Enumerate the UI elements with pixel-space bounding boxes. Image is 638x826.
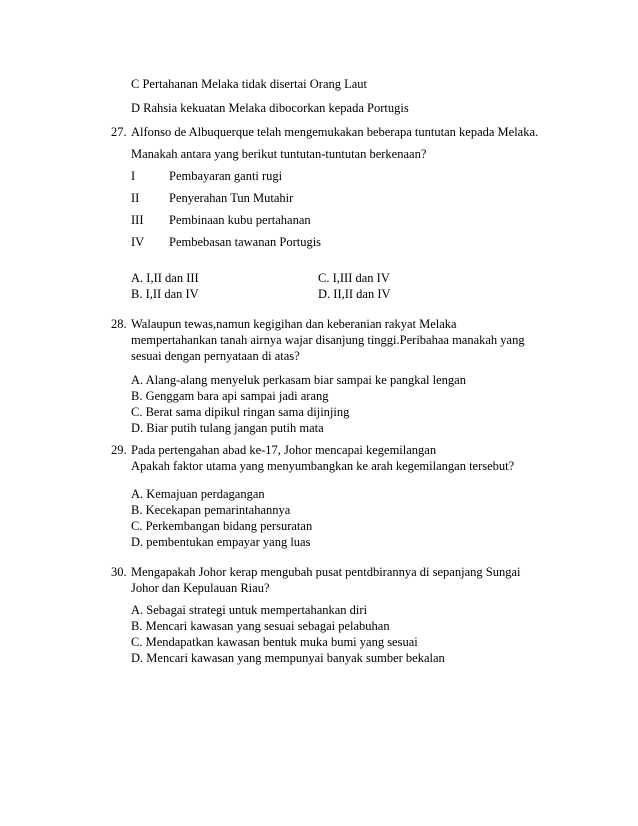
question-30-stem-line1: Mengapakah Johor kerap mengubah pusat pentdbirannya di sepanjang Sungai xyxy=(131,565,521,579)
question-27-item-roman: I xyxy=(131,169,136,183)
question-30-stem-line2: Johor dan Kepulauan Riau? xyxy=(131,581,270,595)
question-27-item-roman: IV xyxy=(131,235,145,249)
question-29-stem-line1: Pada pertengahan abad ke-17, Johor mencapai kegemilangan xyxy=(131,443,437,457)
question-27-item-text: Pembinaan kubu pertahanan xyxy=(169,213,311,227)
question-27-stem-line1: Alfonso de Albuquerque telah mengemukakan beberapa tuntutan kepada Melaka. xyxy=(131,125,539,139)
question-30-option-a: A. Sebagai strategi untuk mempertahankan diri xyxy=(131,603,368,617)
question-27-item-roman: III xyxy=(131,213,144,227)
question-28-option-d: D. Biar putih tulang jangan putih mata xyxy=(131,421,324,435)
question-27-item-text: Pembayaran ganti rugi xyxy=(169,169,283,183)
question-30-number: 30. xyxy=(111,565,127,579)
question-30-option-d: D. Mencari kawasan yang mempunyai banyak sumber bekalan xyxy=(131,651,445,665)
question-27-option-d: D. II,II dan IV xyxy=(318,287,391,301)
question-29-option-b: B. Kecekapan pemarintahannya xyxy=(131,503,291,517)
question-27-option-a: A. I,II dan III xyxy=(131,271,199,285)
question-28-option-b: B. Genggam bara api sampai jadi arang xyxy=(131,389,329,403)
question-28-stem-line3: sesuai dengan pernyataan di atas? xyxy=(131,349,300,363)
question-27-option-c: C. I,III dan IV xyxy=(318,271,390,285)
question-29-option-a: A. Kemajuan perdagangan xyxy=(131,487,265,501)
question-27-option-b: B. I,II dan IV xyxy=(131,287,199,301)
question-27-stem-line2: Manakah antara yang berikut tuntutan-tuntutan berkenaan? xyxy=(131,147,427,161)
question-29-option-d: D. pembentukan empayar yang luas xyxy=(131,535,311,549)
question-28-stem-line1: Walaupun tewas,namun kegigihan dan keberanian rakyat Melaka xyxy=(131,317,457,331)
question-28-option-c: C. Berat sama dipikul ringan sama dijinjing xyxy=(131,405,350,419)
prev-option-d: D Rahsia kekuatan Melaka dibocorkan kepada Portugis xyxy=(131,101,409,115)
question-27-item-text: Penyerahan Tun Mutahir xyxy=(169,191,294,205)
question-29-number: 29. xyxy=(111,443,127,457)
question-28-stem-line2: mempertahankan tanah airnya wajar disanjung tinggi.Peribahaa manakah yang xyxy=(131,333,525,347)
prev-option-c: C Pertahanan Melaka tidak disertai Orang Laut xyxy=(131,77,368,91)
question-30-option-b: B. Mencari kawasan yang sesuai sebagai pelabuhan xyxy=(131,619,390,633)
question-28-number: 28. xyxy=(111,317,127,331)
question-27-item-text: Pembebasan tawanan Portugis xyxy=(169,235,322,249)
question-30-option-c: C. Mendapatkan kawasan bentuk muka bumi yang sesuai xyxy=(131,635,418,649)
question-29-option-c: C. Perkembangan bidang persuratan xyxy=(131,519,313,533)
question-27-item-roman: II xyxy=(131,191,140,205)
question-28-option-a: A. Alang-alang menyeluk perkasam biar sampai ke pangkal lengan xyxy=(131,373,466,387)
question-27-number: 27. xyxy=(111,125,127,139)
question-29-stem-line2: Apakah faktor utama yang menyumbangkan ke arah kegemilangan tersebut? xyxy=(131,459,515,473)
